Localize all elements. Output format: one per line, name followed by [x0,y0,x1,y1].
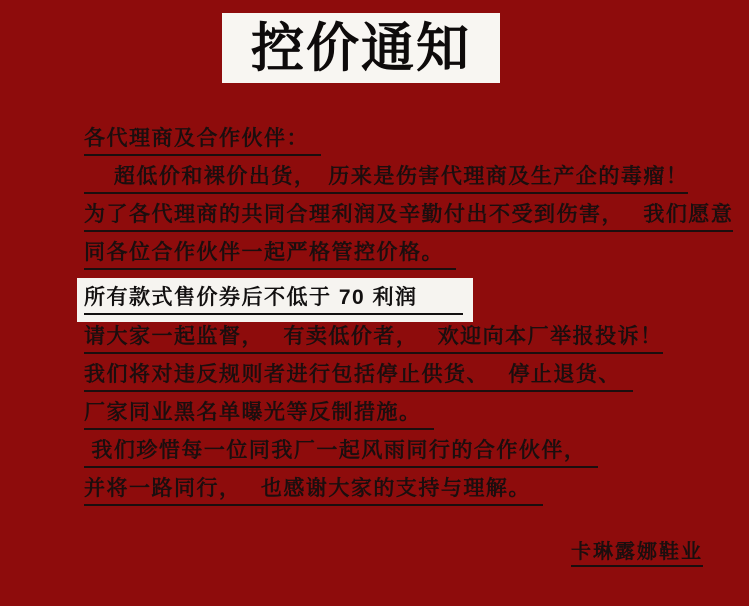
notice-line-text: 为了各代理商的共同合理利润及辛勤付出不受到伤害， 我们愿意 [84,202,733,232]
signature-text: 卡琳露娜鞋业 [571,540,703,567]
notice-line [84,400,733,438]
notice-title-box [222,13,500,83]
notice-line-text: 我们珍惜每一位同我厂一起风雨同行的合作伙伴， [84,438,598,468]
notice-line [84,324,733,362]
notice-line [84,164,733,202]
highlighted-price-line: 所有款式售价券后不低于 70 利润 [84,285,463,315]
notice-line [84,438,733,476]
highlight-bar [77,278,473,322]
notice-line [84,362,733,400]
notice-title: 控价通知 [251,18,471,78]
notice-line [84,240,733,278]
notice-line [84,126,733,164]
notice-line-text: 厂家同业黑名单曝光等反制措施。 [84,400,434,430]
notice-line-text: 超低价和裸价出货， 历来是伤害代理商及生产企的毒瘤！ [84,164,688,194]
notice-line-text: 我们将对违反规则者进行包括停止供货、 停止退货、 [84,362,633,392]
notice-line [84,476,733,514]
notice-body [84,126,733,514]
signature [571,540,703,567]
notice-line-text: 并将一路同行， 也感谢大家的支持与理解。 [84,476,543,506]
notice-line-text: 请大家一起监督， 有卖低价者， 欢迎向本厂举报投诉！ [84,324,663,354]
notice-line-text: 同各位合作伙伴一起严格管控价格。 [84,240,456,270]
notice-line-highlighted [84,278,733,324]
notice-line-text: 各代理商及合作伙伴： [84,126,321,156]
notice-line [84,202,733,240]
